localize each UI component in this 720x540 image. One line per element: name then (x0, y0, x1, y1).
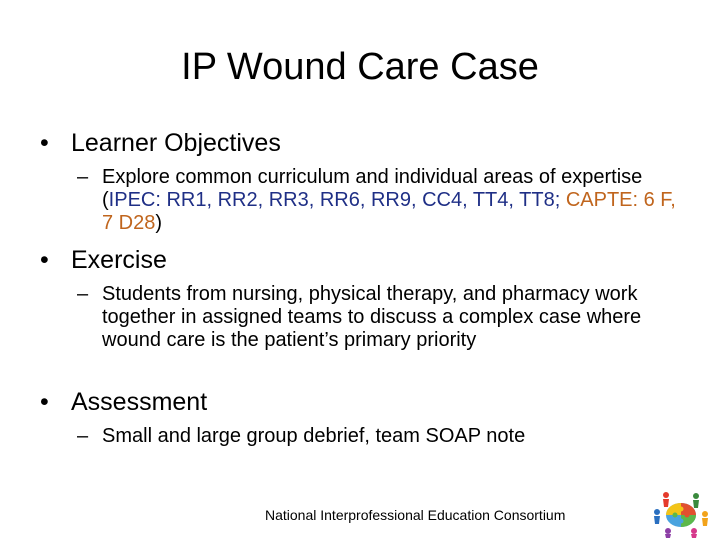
bullet-label: Exercise (71, 246, 167, 274)
bullet-marker: • (40, 388, 49, 416)
bullet-label: Learner Objectives (71, 129, 281, 157)
sub-item-assessment (77, 425, 677, 448)
bullet-label: Assessment (71, 388, 208, 416)
capte-standards: CAPTE: 6 F, 7 D28 (102, 189, 676, 234)
bullet-marker: • (40, 246, 49, 274)
sub-marker: – (77, 425, 89, 447)
sub-marker: – (77, 166, 89, 188)
sub-item-exercise (77, 283, 677, 352)
sub-item-text: Students from nursing, physical therapy, and pharmacy work together in assigned teams to discuss a complex case where wound care is the patient’s primary priority (102, 283, 642, 351)
bullet-exercise (40, 245, 167, 275)
sub-item-text: Small and large group debrief, team SOAP note (102, 425, 526, 447)
sub-item-objectives (77, 166, 677, 235)
footer-organization: National Interprofessional Education Consortium (265, 507, 566, 523)
sub-item-text (77, 166, 677, 235)
objectives-text-before: Explore common curriculum and individual areas of expertise ( (102, 166, 643, 211)
bullet-learner-objectives (40, 128, 281, 158)
slide-title: IP Wound Care Case (181, 46, 539, 88)
ipec-competencies: IPEC: RR1, RR2, RR3, RR6, RR9, CC4, TT4, TT8; (108, 189, 561, 211)
sub-marker: – (77, 283, 89, 305)
objectives-text-after: ) (155, 212, 163, 234)
people-around-puzzle-globe-logo-icon (652, 490, 710, 538)
bullet-marker: • (40, 129, 49, 157)
bullet-assessment (40, 387, 207, 417)
